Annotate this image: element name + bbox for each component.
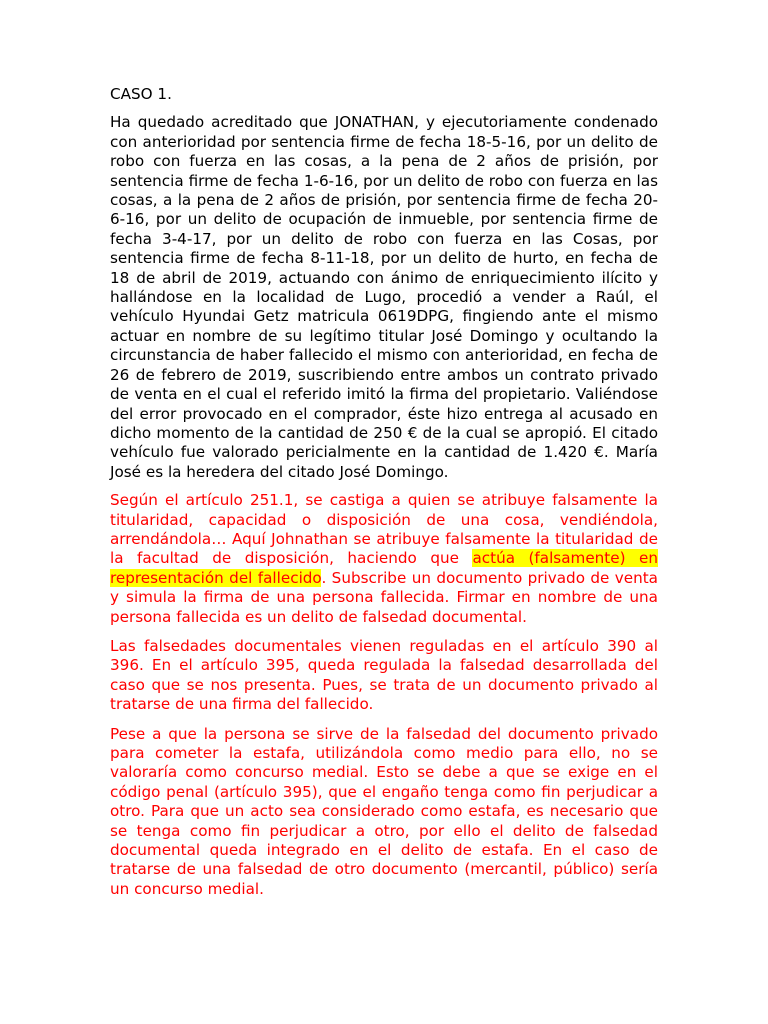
analysis-paragraph-3: Pese a que la persona se sirve de la falsedad del documento privado para cometer la estafa, utilizándola como medio para ello, no se valoraría como concurso medial. Esto se debe a que se exige en el código penal (artículo 395), que el engaño tenga como fin perjudicar a otro. Para que un acto sea considerado como estafa, es necesario que se tenga como fin perjudicar a otro, por ello el delito de falsedad documental queda integrado en el delito de estafa. En el caso de tratarse de una falsedad de otro documento (mercantil, público) sería un concurso medial. (110, 724, 658, 898)
document-page (110, 85, 658, 909)
facts-paragraph: Ha quedado acreditado que JONATHAN, y ejecutoriamente condenado con anterioridad por sentencia firme de fecha 18-5-16, por un delito de robo con fuerza en las cosas, a la pena de 2 años de prisión, por sentencia firme de fecha 1-6-16, por un delito de robo con fuerza en las cosas, a la pena de 2 años de prisión, por sentencia firme de fecha 20-6-16, por un delito de ocupación de inmueble, por sentencia firme de fecha 3-4-17, por un delito de robo con fuerza en las Cosas, por sentencia firme de fecha 8-11-18, por un delito de hurto, en fecha de 18 de abril de 2019, actuando con ánimo de enriquecimiento ilícito y hallándose en la localidad de Lugo, procedió a vender a Raúl, el vehículo Hyundai Getz matricula 0619DPG, fingiendo ante el mismo actuar en nombre de su legítimo titular José Domingo y ocultando la circunstancia de haber fallecido el mismo con anterioridad, en fecha de 26 de febrero de 2019, suscribiendo entre ambos un contrato privado de venta en el cual el referido imitó la firma del propietario. Valiéndose del error provocado en el comprador, éste hizo entrega al acusado en dicho momento de la cantidad de 250 € de la cual se apropió. El citado vehículo fue valorado pericialmente en la cantidad de 1.420 €. María José es la heredera del citado José Domingo. (110, 113, 658, 481)
analysis-paragraph-2: Las falsedades documentales vienen reguladas en el artículo 390 al 396. En el artículo 395, queda regulada la falsedad desarrollada del caso que se nos presenta. Pues, se trata de un documento privado al tratarse de una firma del fallecido. (110, 636, 658, 714)
case-heading: CASO 1. (110, 85, 172, 103)
analysis-1-text-after: . Subscribe un documento privado de venta y simula la firma de una persona fallecida. Firmar en nombre de una persona fallecida es un delito de falsedad documental. (110, 568, 658, 626)
analysis-1-text-before: Según el artículo 251.1, se castiga a quien se atribuye falsamente la titularidad, capacidad o disposición de una cosa, vendiéndola, arrendándola… Aquí Johnathan se atribuye falsamente la titularidad de la facultad de disposición, haciendo que (110, 491, 658, 568)
analysis-paragraph-1 (110, 491, 658, 627)
highlighted-text: actúa (falsamente) en representación del fallecido (110, 549, 658, 587)
